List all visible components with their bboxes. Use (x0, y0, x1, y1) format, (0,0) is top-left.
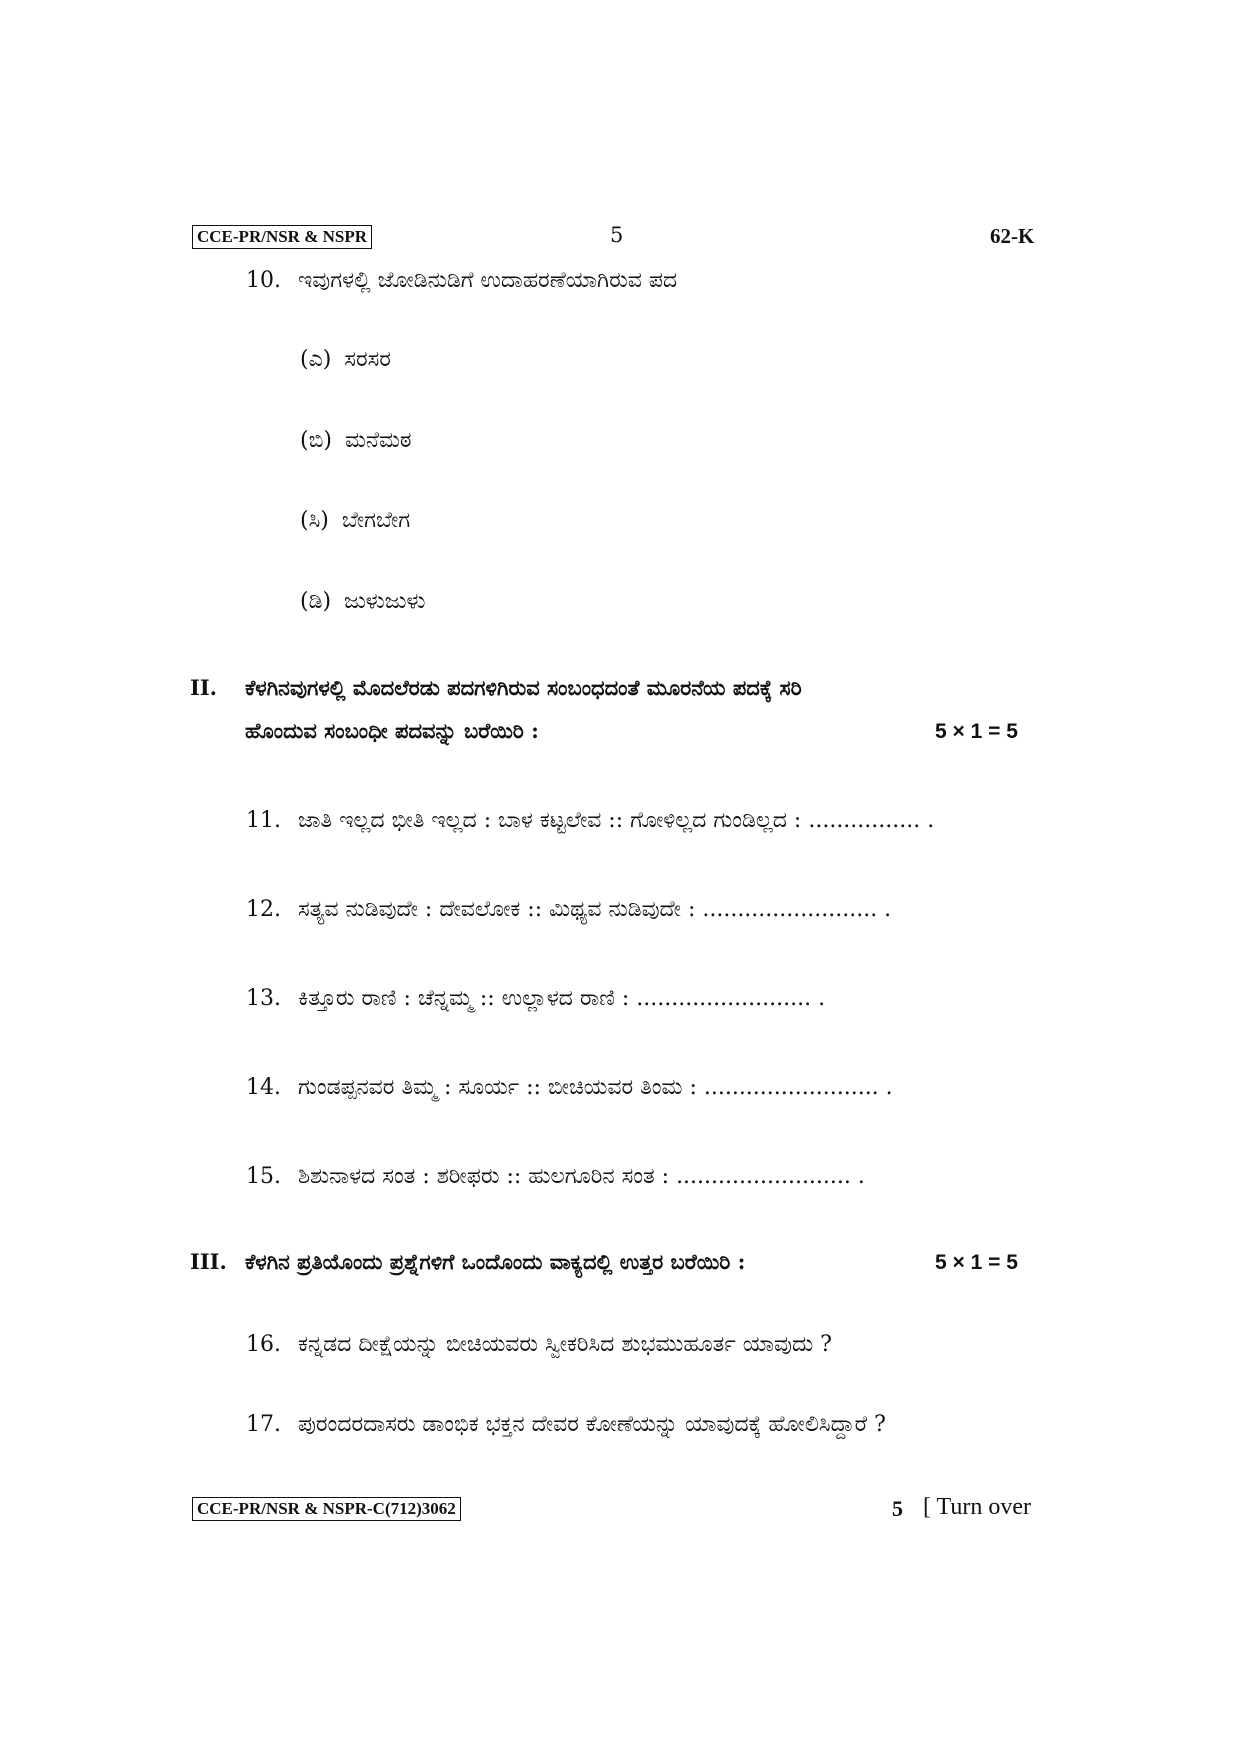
question-number: 10. (246, 268, 281, 293)
question-number: 12. (246, 897, 281, 922)
footer-page-number: 5 (892, 1496, 903, 1521)
option-label: (ಎ) (300, 347, 332, 372)
section-3-marks: 5 × 1 = 5 (935, 1251, 1018, 1274)
question-13 (246, 986, 825, 1011)
footer-code: CCE-PR/NSR & NSPR-C(712)3062 (192, 1497, 461, 1521)
section-2-marks: 5 × 1 = 5 (935, 720, 1018, 743)
question-12 (246, 897, 891, 922)
option-a (300, 347, 391, 372)
question-text: ಕನ್ನಡದ ದೀಕ್ಷೆಯನ್ನು ಬೀಚಿಯವರು ಸ್ವೀಕರಿಸಿದ ಶುಭಮುಹೂರ್ತ ಯಾವುದು ? (298, 1332, 832, 1357)
question-number: 14. (246, 1075, 281, 1100)
header-code-left: CCE-PR/NSR & NSPR (192, 225, 372, 249)
question-text: ಕಿತ್ತೂರು ರಾಣಿ : ಚೆನ್ನಮ್ಮ :: ಉಲ್ಲಾಳದ ರಾಣಿ : ......................... . (298, 986, 826, 1011)
option-text: ಬೇಗಬೇಗ (341, 508, 411, 533)
question-number: 13. (246, 986, 281, 1011)
question-14 (246, 1075, 893, 1100)
section-instruction-line1: ಕೆಳಗಿನವುಗಳಲ್ಲಿ ಮೊದಲೆರಡು ಪದಗಳಿಗಿರುವ ಸಂಬಂಧದಂತೆ ಮೂರನೆಯ ಪದಕ್ಕೆ ಸರಿ (245, 675, 802, 700)
header-code-right: 62-K (990, 224, 1035, 248)
option-text: ಸರಸರ (344, 347, 391, 372)
option-text: ಮನೆಮಠ (344, 428, 412, 453)
question-number: 16. (246, 1332, 281, 1357)
question-text: ಇವುಗಳಲ್ಲಿ ಜೋಡಿನುಡಿಗೆ ಉದಾಹರಣೆಯಾಗಿರುವ ಪದ (298, 268, 678, 293)
option-label: (ಡಿ) (300, 589, 332, 614)
section-numeral: III. (190, 1249, 227, 1274)
question-16 (246, 1332, 832, 1357)
option-d (300, 589, 425, 614)
section-instruction-line2: ಹೊಂದುವ ಸಂಬಂಧೀ ಪದವನ್ನು ಬರೆಯಿರಿ : (245, 718, 539, 743)
turn-over-label: [ Turn over (923, 1494, 1032, 1520)
section-3-heading (190, 1249, 745, 1275)
question-text: ಗುಂಡಪ್ಪನವರ ತಿಮ್ಮ : ಸೂರ್ಯ :: ಬೀಚಿಯವರ ತಿಂಮ : ......................... . (298, 1075, 893, 1100)
option-label: (ಬಿ) (300, 428, 332, 453)
option-label: (ಸಿ) (300, 508, 329, 533)
section-numeral: II. (190, 675, 217, 700)
question-text: ಸತ್ಯವ ನುಡಿವುದೇ : ದೇವಲೋಕ :: ಮಿಥ್ಯವ ನುಡಿವುದೇ : ......................... . (298, 897, 892, 922)
question-text: ಪುರಂದರದಾಸರು ಡಾಂಭಿಕ ಭಕ್ತನ ದೇವರ ಕೋಣೆಯನ್ನು ಯಾವುದಕ್ಕೆ ಹೋಲಿಸಿದ್ದಾರೆ ? (298, 1412, 886, 1437)
section-2-heading (190, 675, 802, 701)
section-instruction: ಕೆಳಗಿನ ಪ್ರತಿಯೊಂದು ಪ್ರಶ್ನೆಗಳಿಗೆ ಒಂದೊಂದು ವಾಕ್ಯದಲ್ಲಿ ಉತ್ತರ ಬರೆಯಿರಿ : (245, 1249, 746, 1274)
option-b (300, 428, 412, 453)
option-text: ಜುಳುಜುಳು (344, 589, 426, 614)
question-number: 17. (246, 1412, 281, 1437)
question-number: 11. (246, 808, 281, 833)
option-c (300, 508, 410, 533)
question-17 (246, 1412, 886, 1437)
question-text: ಜಾತಿ ಇಲ್ಲದ ಭೀತಿ ಇಲ್ಲದ : ಬಾಳ ಕಟ್ಟಲೇವ :: ಗೋಳಿಲ್ಲದ ಗುಂಡಿಲ್ಲದ : ................ . (298, 808, 935, 833)
question-11 (246, 808, 934, 833)
header-page-number: 5 (610, 223, 624, 247)
question-number: 15. (246, 1164, 281, 1189)
question-15 (246, 1164, 865, 1189)
question-text: ಶಿಶುನಾಳದ ಸಂತ : ಶರೀಫರು :: ಹುಲಗೂರಿನ ಸಂತ : ......................... . (298, 1164, 865, 1189)
question-10 (246, 268, 677, 293)
